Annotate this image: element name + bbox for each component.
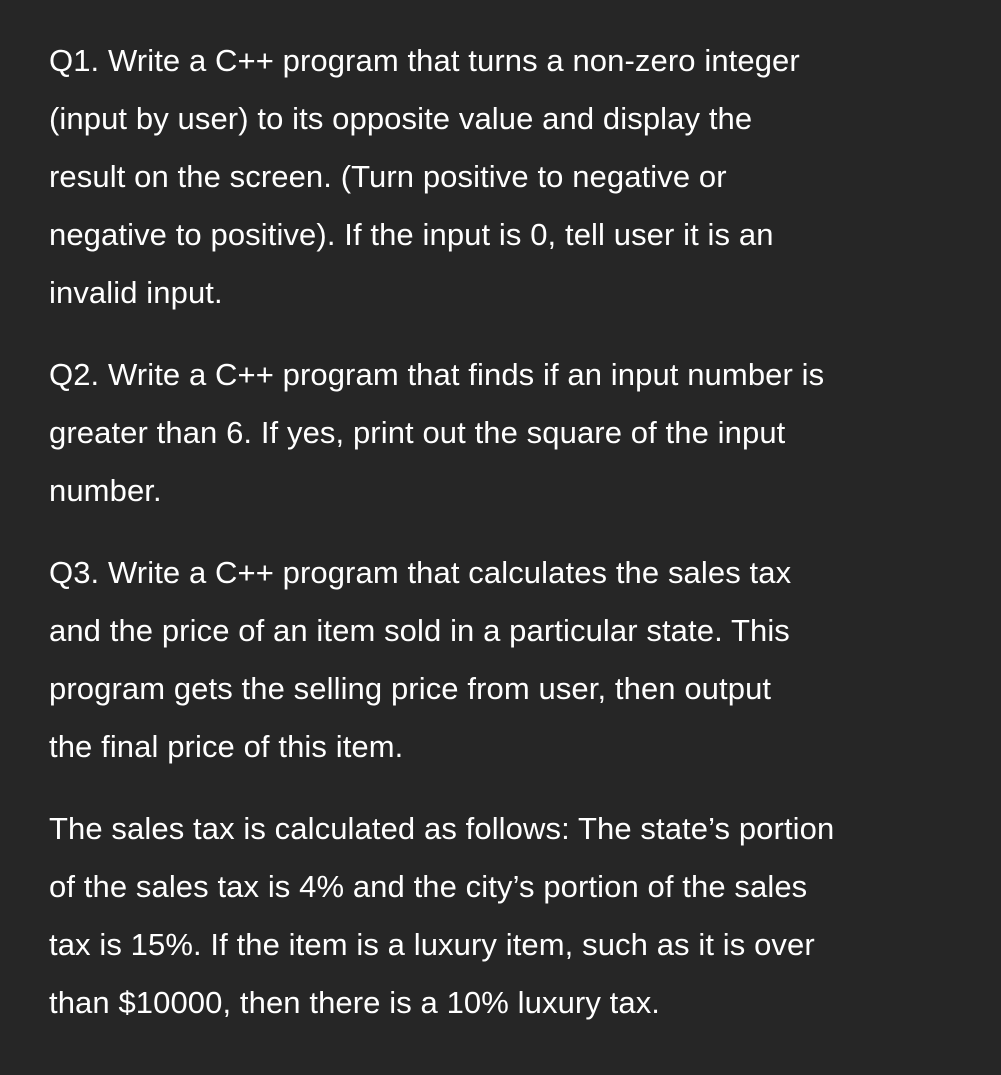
question-3-paragraph [49,544,971,776]
question-1-line: Q1. Write a C++ program that turns a non-zero integer [49,43,800,78]
paragraph-spacer [49,322,971,346]
question-1-paragraph [49,32,971,322]
sales-tax-note-line: than $10000, then there is a 10% luxury tax. [49,985,661,1020]
question-1-line: result on the screen. (Turn positive to negative or [49,159,727,194]
question-3-line: Q3. Write a C++ program that calculates the sales tax [49,555,792,590]
sales-tax-note-paragraph [49,800,971,1032]
question-2-line: greater than 6. If yes, print out the square of the input [49,415,786,450]
sales-tax-note-line: of the sales tax is 4% and the city’s portion of the sales [49,869,808,904]
question-2-paragraph [49,346,971,520]
question-2-line: number. [49,473,162,508]
question-3-line: program gets the selling price from user, then output [49,671,772,706]
question-3-line: the final price of this item. [49,729,404,764]
paragraph-spacer [49,520,971,544]
question-3-line: and the price of an item sold in a particular state. This [49,613,790,648]
sales-tax-note-line: The sales tax is calculated as follows: The state’s portion [49,811,835,846]
question-2-line: Q2. Write a C++ program that finds if an input number is [49,357,825,392]
question-1-line: negative to positive). If the input is 0, tell user it is an [49,217,774,252]
paragraph-spacer [49,776,971,800]
question-1-line: invalid input. [49,275,223,310]
sales-tax-note-line: tax is 15%. If the item is a luxury item, such as it is over [49,927,815,962]
question-1-line: (input by user) to its opposite value and display the [49,101,753,136]
